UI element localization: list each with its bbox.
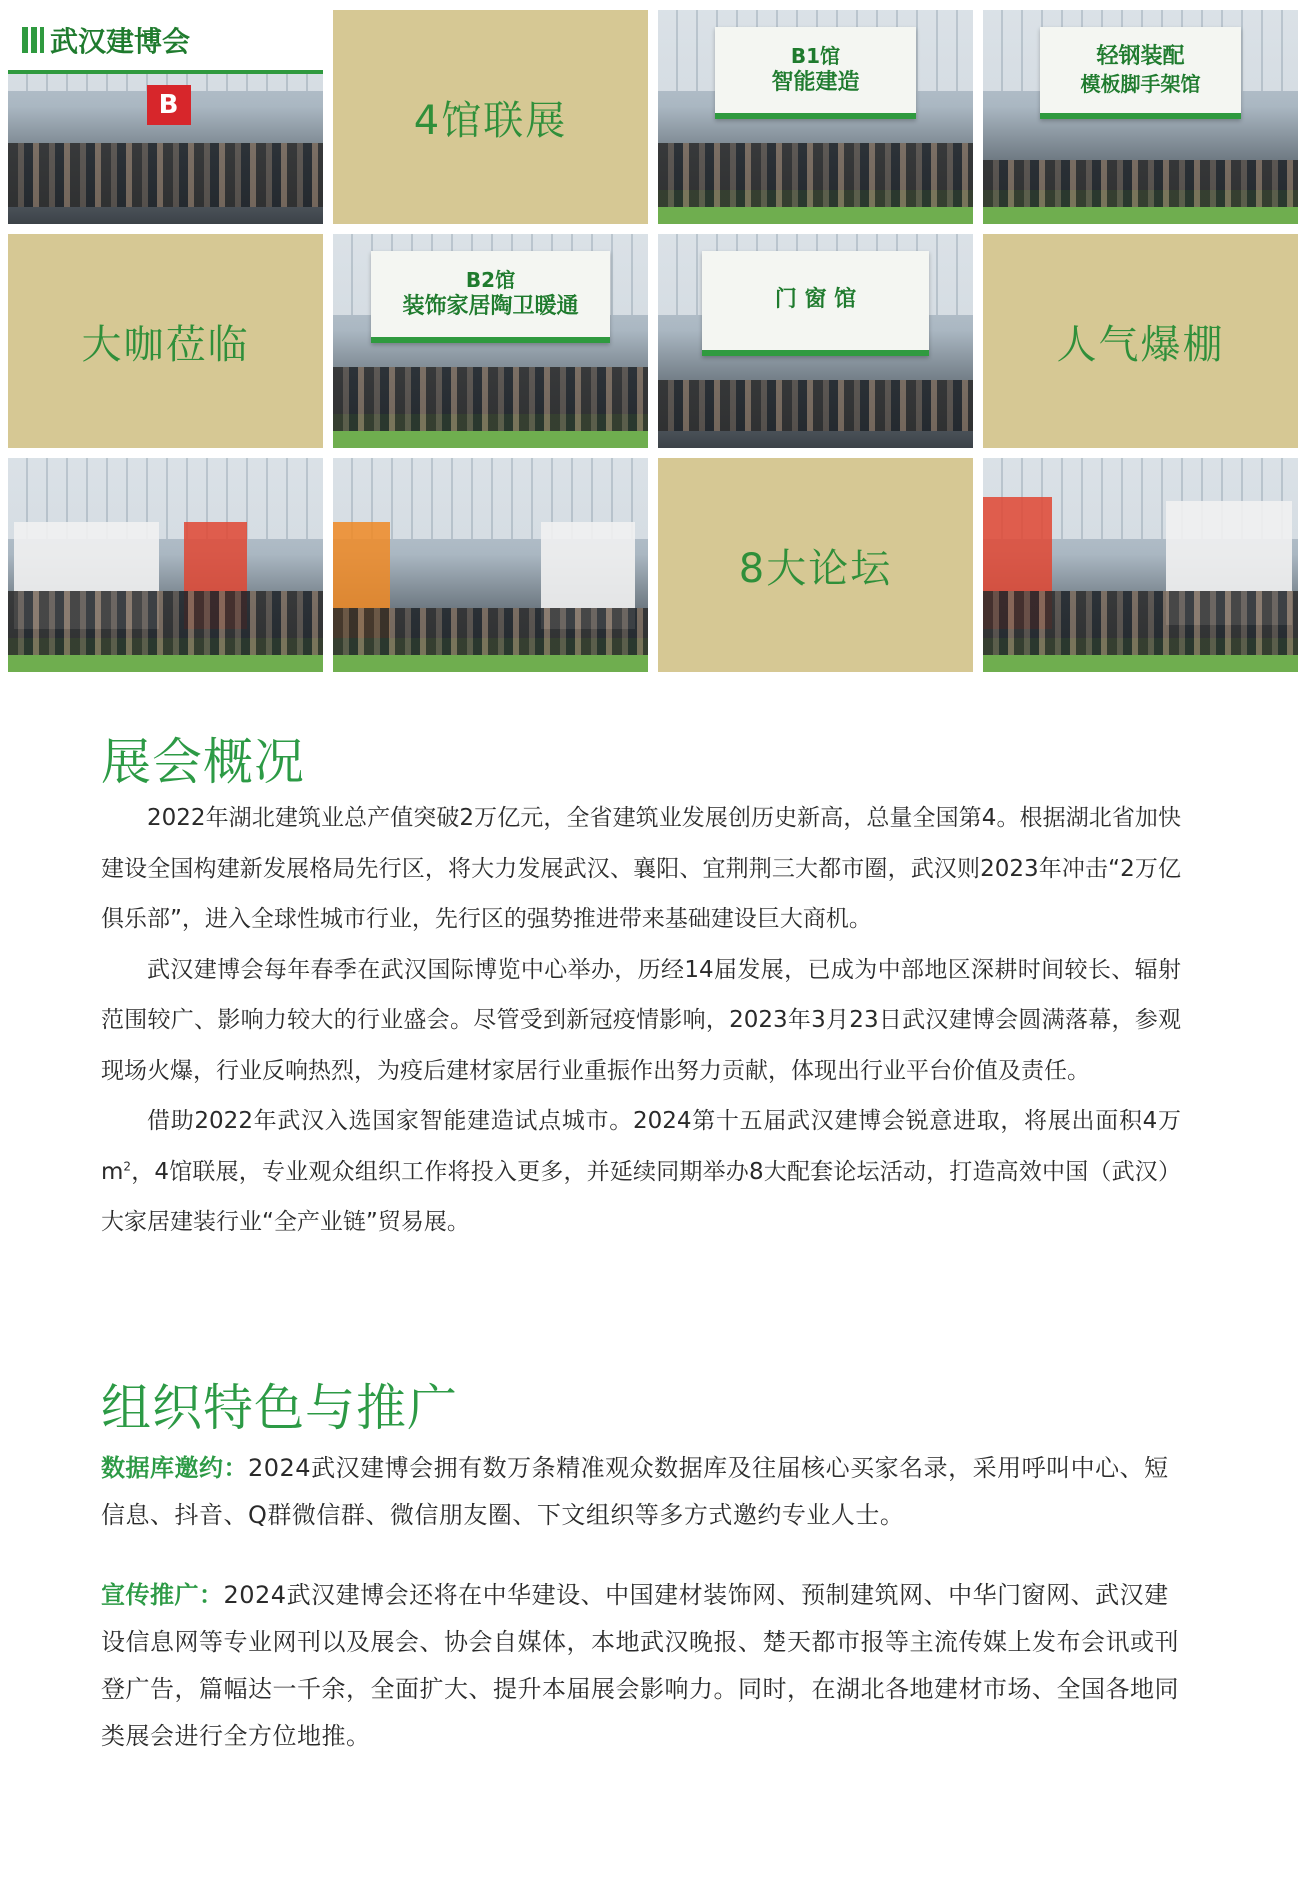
photo-door-window-hall xyxy=(658,234,973,448)
photo-booths-1 xyxy=(8,458,323,672)
door-window-banner: 门 窗 馆 xyxy=(702,251,929,355)
overview-title: 展会概况 xyxy=(101,733,305,791)
hall-sign: B xyxy=(147,85,191,125)
photo-hall-b1 xyxy=(658,10,973,224)
overview-body xyxy=(101,793,1181,1248)
tile-popularity: 人气爆棚 xyxy=(983,234,1298,448)
tile-experts: 大咖莅临 xyxy=(8,234,323,448)
features-title: 组织特色与推广 xyxy=(101,1379,458,1437)
photo-entrance xyxy=(8,10,323,224)
steel-hall-banner: 轻钢装配 模板脚手架馆 xyxy=(1040,27,1242,119)
hall-b2-banner: B2馆 装饰家居陶卫暖通 xyxy=(371,251,610,343)
feature-database-text: 2024武汉建博会拥有数万条精准观众数据库及往届核心买家名录，采用呼叫中心、短信息、抖音、Q群微信群、微信朋友圈、下文组织等多方式邀约专业人士。 xyxy=(101,1454,1169,1529)
expo-logo-banner: 武汉建博会 xyxy=(8,10,323,74)
overview-paragraph-3: 借助2022年武汉入选国家智能建造试点城市。2024第十五届武汉建博会锐意进取，将展出面积4万$m^2$，4馆联展，专业观众组织工作将投入更多，并延续同期举办8大配套论坛活动，打造高效中国（武汉）大家居建装行业“全产业链”贸易展。 xyxy=(101,1108,1181,1235)
hall-b1-banner: B1馆 智能建造 xyxy=(715,27,917,119)
feature-promotion xyxy=(101,1572,1181,1760)
tile-forums: 8大论坛 xyxy=(658,458,973,672)
photo-booths-2 xyxy=(333,458,648,672)
photo-grid xyxy=(8,10,1298,674)
feature-promotion-label: 宣传推广： xyxy=(101,1581,224,1609)
feature-database-label: 数据库邀约： xyxy=(101,1454,248,1482)
photo-steel-hall xyxy=(983,10,1298,224)
photo-hall-b2 xyxy=(333,234,648,448)
feature-database xyxy=(101,1445,1181,1539)
photo-booths-3 xyxy=(983,458,1298,672)
overview-paragraph-1: 2022年湖北建筑业总产值突破2万亿元，全省建筑业发展创历史新高，总量全国第4。根据湖北省加快建设全国构建新发展格局先行区，将大力发展武汉、襄阳、宜荆荆三大都市圈，武汉则2023年冲击“2万亿俱乐部”，进入全球性城市行业，先行区的强势推进带来基础建设巨大商机。 xyxy=(101,805,1181,932)
tile-halls: 4馆联展 xyxy=(333,10,648,224)
overview-paragraph-2: 武汉建博会每年春季在武汉国际博览中心举办，历经14届发展，已成为中部地区深耕时间较长、辐射范围较广、影响力较大的行业盛会。尽管受到新冠疫情影响，2023年3月23日武汉建博会圆满落幕，参观现场火爆，行业反响热烈，为疫后建材家居行业重振作出努力贡献，体现出行业平台价值及责任。 xyxy=(101,956,1181,1084)
expo-logo-icon xyxy=(22,27,44,53)
feature-promotion-text: 2024武汉建博会还将在中华建设、中国建材装饰网、预制建筑网、中华门窗网、武汉建设信息网等专业网刊以及展会、协会自媒体，本地武汉晚报、楚天都市报等主流传媒上发布会讯或刊登广告，篇幅达一千余，全面扩大、提升本届展会影响力。同时，在湖北各地建材市场、全国各地同类展会进行全方位地推。 xyxy=(101,1581,1179,1750)
